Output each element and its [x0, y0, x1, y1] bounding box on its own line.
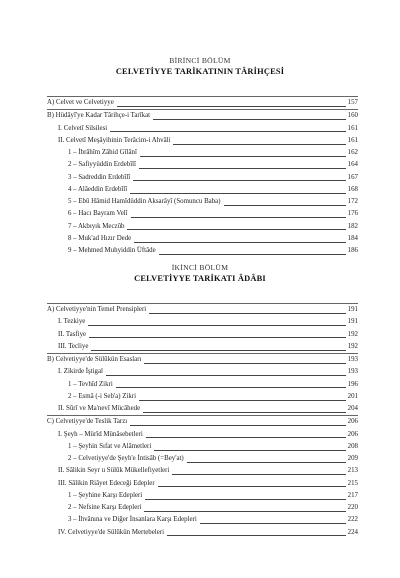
toc-leader-line: [159, 254, 346, 255]
toc-entry-title: III. Sâlikin Riâyet Edeceği Edepler: [58, 479, 155, 487]
toc-leader-line: [133, 180, 346, 181]
toc-entry-page: 184: [347, 234, 358, 242]
toc-entry-page: 224: [347, 528, 358, 536]
toc-entry-page: 191: [347, 318, 358, 326]
toc-entry-page: 193: [347, 368, 358, 376]
toc-leader-line: [200, 523, 346, 524]
toc-entry-title: I. Zikirde İştigal: [58, 368, 103, 376]
toc-entry-page: 162: [347, 149, 358, 156]
toc-entry: [47, 465, 358, 477]
toc-entry-title: II. Sûrî ve Ma'nevî Mücâhede: [58, 405, 141, 412]
toc-entry: [47, 135, 358, 147]
toc-entry-page: 217: [347, 491, 358, 499]
part2-title: CELVETİYYE TARİKATI ÂDÂBI: [134, 274, 266, 283]
toc-entry-title: I. Tezkiye: [58, 318, 86, 326]
toc-leader-line: [154, 450, 346, 451]
toc-entry-title: A) Celvet ve Celvetiyye: [47, 99, 114, 106]
toc-entry-title: 9 – Mehmed Muhyiddin Üftâde: [68, 247, 156, 254]
toc-leader-line: [146, 437, 346, 438]
toc-leader-line: [143, 412, 346, 413]
toc-entry-page: 192: [347, 330, 358, 338]
toc-entry-page: 172: [347, 198, 358, 205]
toc-entry-title: IV. Celvetiyye'de Sülûkün Mertebeleri: [58, 528, 164, 536]
toc-entry: [47, 329, 358, 341]
toc-entry: [47, 159, 358, 171]
toc-entry: [47, 527, 358, 539]
toc-entry-page: 191: [347, 306, 358, 313]
toc-entry-page: 196: [347, 380, 358, 388]
toc-leader-line: [106, 375, 346, 376]
toc-leader-line: [149, 313, 346, 314]
toc-entry-title: 3 – İhvânına ve Diğer İnsanlara Karşı Edepleri: [68, 516, 197, 524]
part1-heading: [0, 56, 400, 76]
part2-label: İKİNCİ BÖLÜM: [171, 263, 229, 272]
toc-leader-line: [144, 363, 346, 364]
toc-leader-line: [91, 350, 346, 351]
toc-entry-title: 1 – Şeyhin Sıfat ve Alâmetleri: [68, 442, 152, 450]
toc-entry-page: 192: [347, 342, 358, 350]
toc-entry-page: 206: [347, 430, 358, 438]
toc-entry-page: 206: [347, 418, 358, 426]
toc-entry-page: 164: [347, 161, 358, 169]
toc-entry-page: 201: [347, 392, 358, 400]
toc-leader-line: [134, 242, 346, 243]
toc-entry: [47, 303, 358, 316]
toc-entry-title: 6 – Hacı Bayram Velî: [68, 210, 128, 218]
toc-entry-title: 2 – Celvetiyye'de Şeyh'e İntisâb (=Bey'at): [68, 455, 184, 462]
toc-leader-line: [153, 119, 346, 120]
toc-leader-line: [224, 205, 346, 206]
toc-leader-line: [130, 193, 346, 194]
toc-entry-title: C) Celvetiyye'de Teslik Tarzı: [47, 418, 128, 426]
toc-entry: [47, 221, 358, 233]
toc-leader-line: [145, 499, 346, 500]
toc-entry: [47, 490, 358, 502]
toc-leader-line: [172, 474, 346, 475]
toc-entry-page: 176: [347, 210, 358, 218]
toc-entry-title: I. Şeyh – Mürîd Münâsebetleri: [58, 430, 143, 438]
part1-label: BİRİNCİ BÖLÜM: [169, 56, 231, 65]
toc-leader-line: [116, 387, 346, 388]
toc-entry: [47, 196, 358, 208]
toc-entry-title: 2 – Nefsine Karşı Edepleri: [68, 504, 142, 511]
part2-toc: [47, 303, 358, 539]
toc-leader-line: [167, 535, 346, 536]
toc-entry-title: A) Celvetiyye'nin Temel Prensipleri: [47, 306, 147, 313]
toc-leader-line: [127, 229, 346, 230]
toc-leader-line: [139, 168, 346, 169]
toc-entry: [47, 441, 358, 453]
toc-entry: [47, 109, 358, 122]
toc-entry: [47, 366, 358, 378]
toc-entry: [47, 341, 358, 353]
toc-entry: [47, 415, 358, 428]
toc-entry-page: 160: [347, 112, 358, 120]
toc-entry: [47, 353, 358, 366]
toc-entry-page: 220: [347, 504, 358, 511]
toc-entry-title: III. Tecliye: [58, 342, 89, 350]
toc-entry: [47, 316, 358, 328]
toc-leader-line: [89, 337, 346, 338]
toc-leader-line: [110, 131, 346, 132]
toc-entry: [47, 453, 358, 465]
toc-entry: [47, 184, 358, 196]
toc-entry: [47, 391, 358, 403]
toc-leader-line: [88, 325, 346, 326]
toc-entry-title: B) Celvetiyye'de Sülûkün Esasları: [47, 356, 142, 363]
toc-leader-line: [131, 217, 346, 218]
toc-leader-line: [139, 400, 346, 401]
toc-entry-title: 5 – Ebû Hâmid Hamîdüddin Aksarâyî (Somuncu Baba): [68, 198, 221, 205]
toc-entry-page: 161: [347, 136, 358, 144]
toc-entry-title: II. Sâlikin Seyr u Sülûk Mükellefiyetleri: [58, 467, 170, 475]
toc-entry-page: 209: [347, 455, 358, 462]
toc-entry-title: 7 – Akbıyık Meczûb: [68, 222, 125, 230]
toc-leader-line: [130, 425, 346, 426]
toc-entry-title: 2 – Safiyyüddin Erdebîlî: [68, 161, 136, 169]
toc-entry-page: 213: [347, 467, 358, 475]
toc-entry-page: 193: [347, 356, 358, 363]
toc-entry: [47, 403, 358, 415]
toc-entry-page: 222: [347, 516, 358, 524]
toc-entry-title: 1 – Tevhîd Zikri: [68, 380, 113, 388]
toc-leader-line: [117, 106, 346, 107]
toc-leader-line: [144, 511, 346, 512]
toc-leader-line: [158, 486, 346, 487]
toc-entry: [47, 172, 358, 184]
toc-entry: [47, 478, 358, 490]
toc-entry-title: 4 – Alâeddin Erdebîlî: [68, 185, 128, 193]
toc-entry: [47, 429, 358, 441]
toc-entry-title: 2 – Esmâ (-i Seb'a) Zikri: [68, 392, 137, 400]
toc-entry: [47, 208, 358, 220]
toc-entry-page: 204: [347, 405, 358, 412]
toc-entry: [47, 379, 358, 391]
toc-entry: [47, 147, 358, 159]
toc-entry-title: 1 – İbrâhîm Zâhid Gîlânî: [68, 149, 137, 156]
part2-heading: [0, 263, 400, 283]
toc-leader-line: [173, 144, 346, 145]
toc-entry-title: II. Celvetî Meşâyihinin Terâcim-i Ahvâli: [58, 136, 171, 144]
toc-entry-page: 186: [347, 247, 358, 254]
toc-leader-line: [140, 156, 346, 157]
toc-entry: [47, 502, 358, 514]
toc-entry: [47, 245, 358, 257]
part1-title: CELVETİYYE TARİKATININ TÂRİHÇESİ: [115, 67, 285, 76]
toc-entry-title: 8 – Muk'ad Hızır Dede: [68, 234, 132, 242]
toc-entry-title: I. Celvetî Silsilesi: [58, 124, 108, 132]
toc-entry: [47, 123, 358, 135]
toc-entry-title: 1 – Şeyhine Karşı Edepleri: [68, 491, 143, 499]
toc-entry-page: 157: [347, 99, 358, 106]
toc-entry-page: 168: [347, 185, 358, 193]
part1-toc: [47, 96, 358, 257]
toc-entry-page: 208: [347, 442, 358, 450]
toc-entry-page: 167: [347, 173, 358, 181]
toc-entry-page: 182: [347, 222, 358, 230]
toc-entry: [47, 514, 358, 526]
toc-entry-page: 215: [347, 479, 358, 487]
toc-entry-page: 161: [347, 124, 358, 132]
toc-entry: [47, 96, 358, 109]
toc-leader-line: [187, 462, 346, 463]
toc-entry-title: II. Tasfiye: [58, 330, 87, 338]
toc-entry-title: B) Hüdâyî'ye Kadar Târihçe-i Tarîkat: [47, 112, 151, 120]
toc-entry: [47, 233, 358, 245]
toc-entry-title: 3 – Sadreddin Erdebîlî: [68, 173, 131, 181]
